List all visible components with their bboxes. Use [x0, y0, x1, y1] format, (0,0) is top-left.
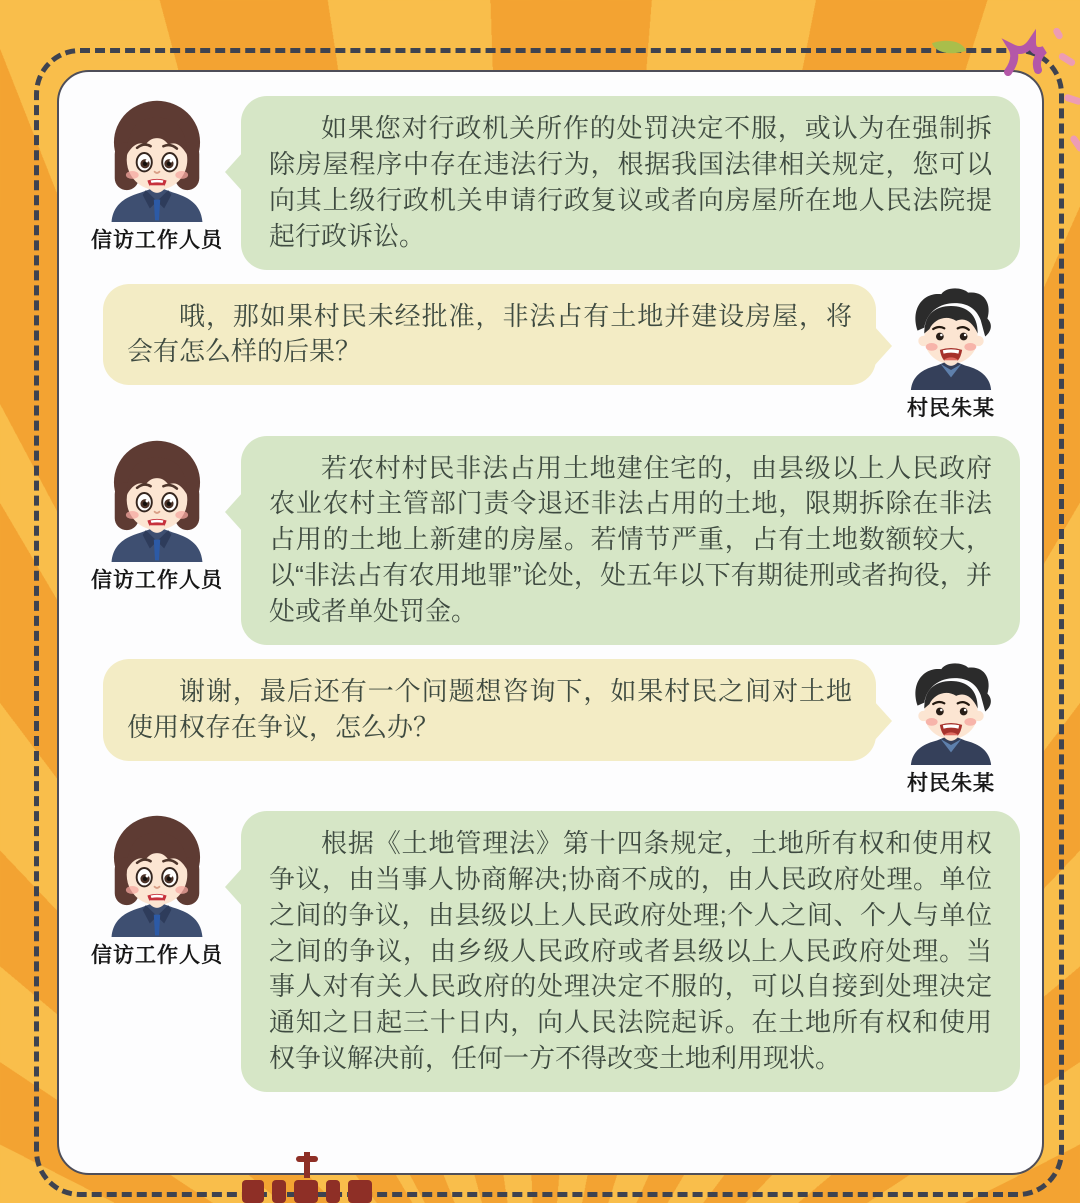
ribbon-confetti-icon — [998, 28, 1050, 84]
speaker-name-label: 村民朱某 — [907, 396, 995, 420]
speaker-name-label: 信访工作人员 — [91, 568, 223, 592]
speaker-column — [876, 284, 1026, 422]
chat-row — [73, 284, 1026, 422]
petition-worker-avatar-icon — [89, 811, 225, 937]
chat-row — [73, 659, 1026, 797]
speech-bubble: 根据《土地管理法》第十四条规定，土地所有权和使用权争议，由当事人协商解决;协商不成的，由人民政府处理。单位之间的争议，由县级以上人民政府处理;个人之间、个人与单位之间的争议，由乡级人民政府或者县级以上人民政府处理。当事人对有关人民政府的处理决定不服的，可以自接到处理决定通知之日起三十日内，向人民法院起诉。在土地所有权和使用权争议解决前，任何一方不得改变土地利用现状。 — [241, 811, 1020, 1092]
villager-avatar-icon — [892, 286, 1010, 390]
red-bottom-marks-icon — [238, 1152, 388, 1203]
dialog-card — [57, 70, 1044, 1175]
speaker-name-label: 信访工作人员 — [91, 229, 223, 252]
speech-bubble: 哦，那如果村民未经批准，非法占有土地并建设房屋，将会有怎么样的后果？ — [103, 284, 876, 386]
speaker-column — [73, 436, 241, 594]
speech-bubble: 若农村村民非法占用土地建住宅的，由县级以上人民政府农业农村主管部门责令退还非法占用的土地，限期拆除在非法占用的土地上新建的房屋。若情节严重，占有土地数额较大，以“非法占有农用地罪”论处，处五年以下有期徒刑或者拘役，并处或者单处罚金。 — [241, 436, 1020, 645]
speaker-column — [73, 96, 241, 254]
speech-bubble: 谢谢，最后还有一个问题想咨询下，如果村民之间对土地使用权存在争议，怎么办？ — [103, 659, 876, 761]
speaker-column — [73, 811, 241, 969]
pink-confetti-icon — [1069, 134, 1080, 153]
speaker-name-label: 信访工作人员 — [91, 943, 223, 967]
petition-worker-avatar-icon — [89, 96, 225, 222]
speaker-column — [876, 659, 1026, 797]
pink-confetti-icon — [1052, 27, 1064, 41]
speaker-name-label: 村民朱某 — [907, 771, 995, 795]
chat-row — [73, 436, 1026, 645]
petition-worker-avatar-icon — [89, 436, 225, 562]
chat-row — [73, 96, 1026, 270]
pink-confetti-icon — [1063, 93, 1080, 105]
chat-row — [73, 811, 1026, 1092]
speech-bubble: 如果您对行政机关所作的处罚决定不服，或认为在强制拆除房屋程序中存在违法行为，根据我国法律相关规定，您可以向其上级行政机关申请行政复议或者向房屋所在地人民法院提起行政诉讼。 — [241, 96, 1020, 270]
villager-avatar-icon — [892, 661, 1010, 765]
pink-confetti-icon — [1058, 52, 1077, 67]
